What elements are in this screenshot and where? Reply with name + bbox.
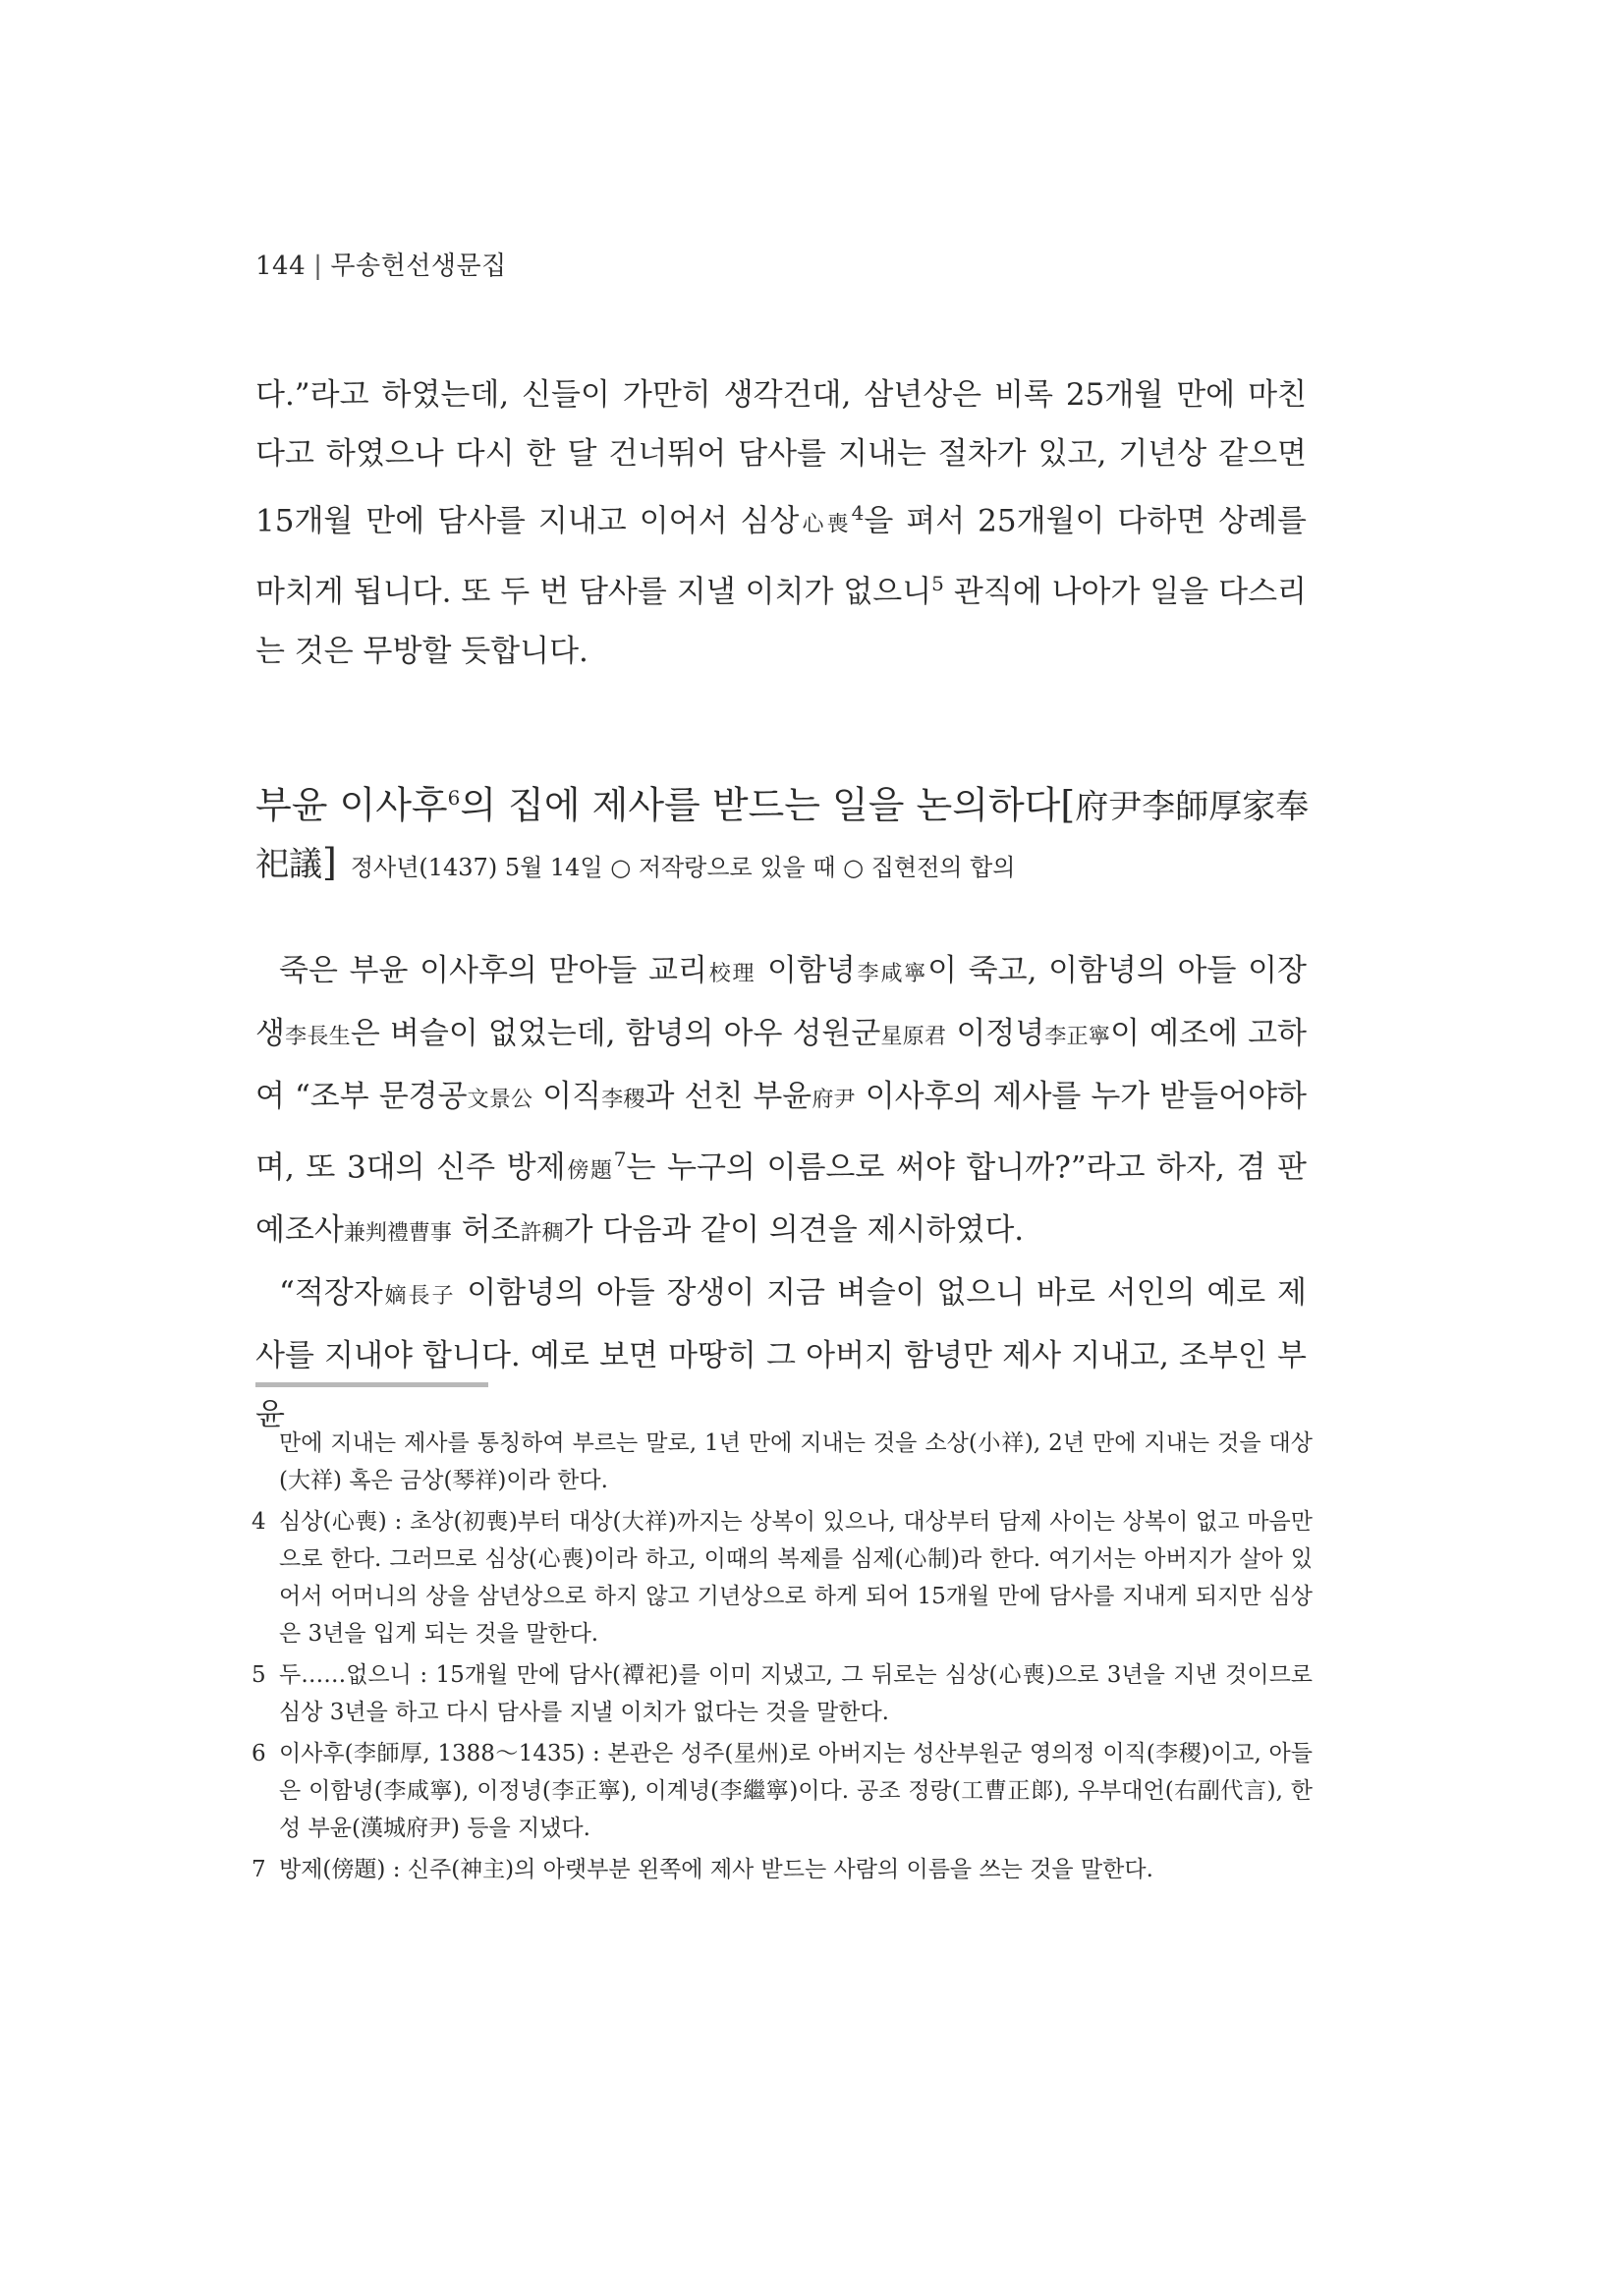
main-body	[255, 941, 1307, 1444]
hanja-gloss: 李咸寧	[855, 962, 928, 986]
hanja-gloss: 李正寧	[1044, 1025, 1111, 1049]
hanja-gloss: 府尹	[812, 1088, 856, 1112]
heading-text: 부윤 이사후	[255, 783, 448, 827]
footnote-ref[interactable]: 4	[851, 501, 865, 525]
footnote-text: 방제(傍題) : 신주(神主)의 아랫부분 왼쪽에 제사 받드는 사람의 이름을 쓰는 것을 말한다.	[279, 1857, 1153, 1882]
heading-meta: 정사년(1437) 5월 14일 ○ 저작랑으로 있을 때 ○ 집현전의 합의	[350, 853, 1016, 881]
paragraph-text: “적장자	[279, 1275, 383, 1312]
paragraph-continued	[255, 365, 1307, 681]
hanja-gloss: 嫡長子	[382, 1284, 456, 1310]
footnote-ref[interactable]: 7	[613, 1148, 627, 1171]
footnote-number: 5	[252, 1662, 266, 1688]
heading-bracket: ]	[322, 840, 337, 884]
paragraph-text: 이 죽고, 이함녕의 아들 이장생	[255, 953, 1307, 1051]
paragraph-text: 다.”라고 하였는데, 신들이 가만히 생각건대, 삼년상은 비록 25개월 만에 마친다고 하였으나 다시 한 달 건너뛰어 담사를 지내는 절차가 있고, 기년상 같으면 15개월 만에 담사를 지내고 이어서 심상	[255, 377, 1307, 539]
hanja-gloss: 文景公	[467, 1088, 533, 1112]
hanja-gloss: 李稷	[601, 1088, 645, 1112]
footnote-divider	[255, 1382, 488, 1387]
paragraph-text: 이 예조에 고하여 “조부 문경공	[255, 1016, 1307, 1114]
paragraph-text: 이직	[532, 1079, 602, 1114]
footnote-text: 이사후(李師厚, 1388～1435) : 본관은 성주(星州)로 아버지는 성산부원군 영의정 이직(李稷)이고, 아들은 이함녕(李咸寧), 이정녕(李正寧), 이계녕(李繼寧)이다. 공조 정랑(工曹正郞), 우부대언(右副代言), 한성 부윤(漢城府尹) 등을 지냈다.	[279, 1741, 1313, 1841]
paragraph-text: 허조	[451, 1212, 521, 1249]
footnote-ref[interactable]: 6	[447, 786, 461, 810]
hanja-gloss: 心喪	[799, 512, 852, 537]
book-title: 무송헌선생문집	[330, 252, 507, 281]
footnote-number: 7	[252, 1857, 266, 1882]
footnote	[252, 1735, 1313, 1847]
paragraph-text: 가 다음과 같이 의견을 제시하였다.	[563, 1212, 1025, 1249]
footnote-number: 4	[252, 1509, 266, 1535]
hanja-gloss: 李長生	[284, 1025, 351, 1049]
paragraph-text: 는 누구의 이름으로 써야 합니까?”라고 하자, 겸 판예조사	[255, 1149, 1307, 1249]
section-heading	[255, 770, 1316, 895]
running-header	[255, 246, 507, 282]
heading-text: 의 집에 제사를 받드는 일을 논의하다[	[460, 783, 1076, 827]
footnote	[252, 1503, 1313, 1652]
paragraph	[255, 1263, 1307, 1444]
header-separator: |	[313, 252, 323, 281]
footnote-number: 6	[252, 1741, 266, 1766]
paragraph-text: 을 펴서 25개월이 다하면 상례를 마치게 됩니다. 또 두 번 담사를 지낼 이치가 없으니	[255, 503, 1307, 610]
paragraph-text: 이정녕	[946, 1016, 1045, 1051]
paragraph-text: 과 선친 부윤	[644, 1079, 812, 1114]
footnote-ref[interactable]: 5	[931, 572, 944, 596]
footnote	[252, 1656, 1313, 1731]
footnote-text: 만에 지내는 제사를 통칭하여 부르는 말로, 1년 만에 지내는 것을 소상(小祥), 2년 만에 지내는 것을 대상(大祥) 혹은 금상(琴祥)이라 한다.	[279, 1430, 1313, 1493]
footnote-text: 심상(心喪) : 초상(初喪)부터 대상(大祥)까지는 상복이 있으나, 대상부터 담제 사이는 상복이 없고 마음만으로 한다. 그러므로 심상(心喪)이라 하고, 이때의 복제를 심제(心制)라 한다. 여기서는 아버지가 살아 있어서 어머니의 상을 삼년상으로 하지 않고 기년상으로 하게 되어 15개월 만에 담사를 지내게 되지만 심상은 3년을 입게 되는 것을 말한다.	[279, 1509, 1313, 1647]
page-number: 144	[255, 252, 307, 281]
footnote	[252, 1851, 1313, 1888]
footnote	[252, 1425, 1313, 1499]
hanja-gloss: 兼判禮曹事	[343, 1221, 452, 1247]
hanja-gloss: 星原君	[880, 1025, 947, 1049]
paragraph-text: 죽은 부윤 이사후의 맏아들 교리	[279, 953, 707, 988]
paragraph	[255, 941, 1307, 1263]
paragraph-text: 이사후의 제사를 누가 받들어야하며, 또 3대의 신주 방제	[255, 1079, 1307, 1186]
hanja-gloss: 許稠	[520, 1221, 564, 1247]
footnote-text: 두……없으니 : 15개월 만에 담사(禫祀)를 이미 지냈고, 그 뒤로는 심상(心喪)으로 3년을 지낸 것이므로 심상 3년을 하고 다시 담사를 지낼 이치가 없다는 것을 말한다.	[279, 1662, 1313, 1725]
paragraph-text: 은 벼슬이 없었는데, 함녕의 아우 성원군	[350, 1016, 881, 1051]
heading-hanja: 府尹李師厚家奉祀議	[255, 787, 1310, 884]
hanja-gloss: 校理	[706, 962, 756, 986]
paragraph-text: 관직에 나아가 일을 다스리는 것은 무방할 듯합니다.	[255, 574, 1307, 669]
hanja-gloss: 傍題	[565, 1158, 614, 1184]
paragraph-text: 이함녕의 아들 장생이 지금 벼슬이 없으니 바로 서인의 예로 제사를 지내야 합니다. 예로 보면 마땅히 그 아버지 함녕만 제사 지내고, 조부인 부윤	[255, 1275, 1307, 1433]
footnotes	[252, 1425, 1313, 1892]
paragraph-text: 이함녕	[756, 953, 856, 988]
